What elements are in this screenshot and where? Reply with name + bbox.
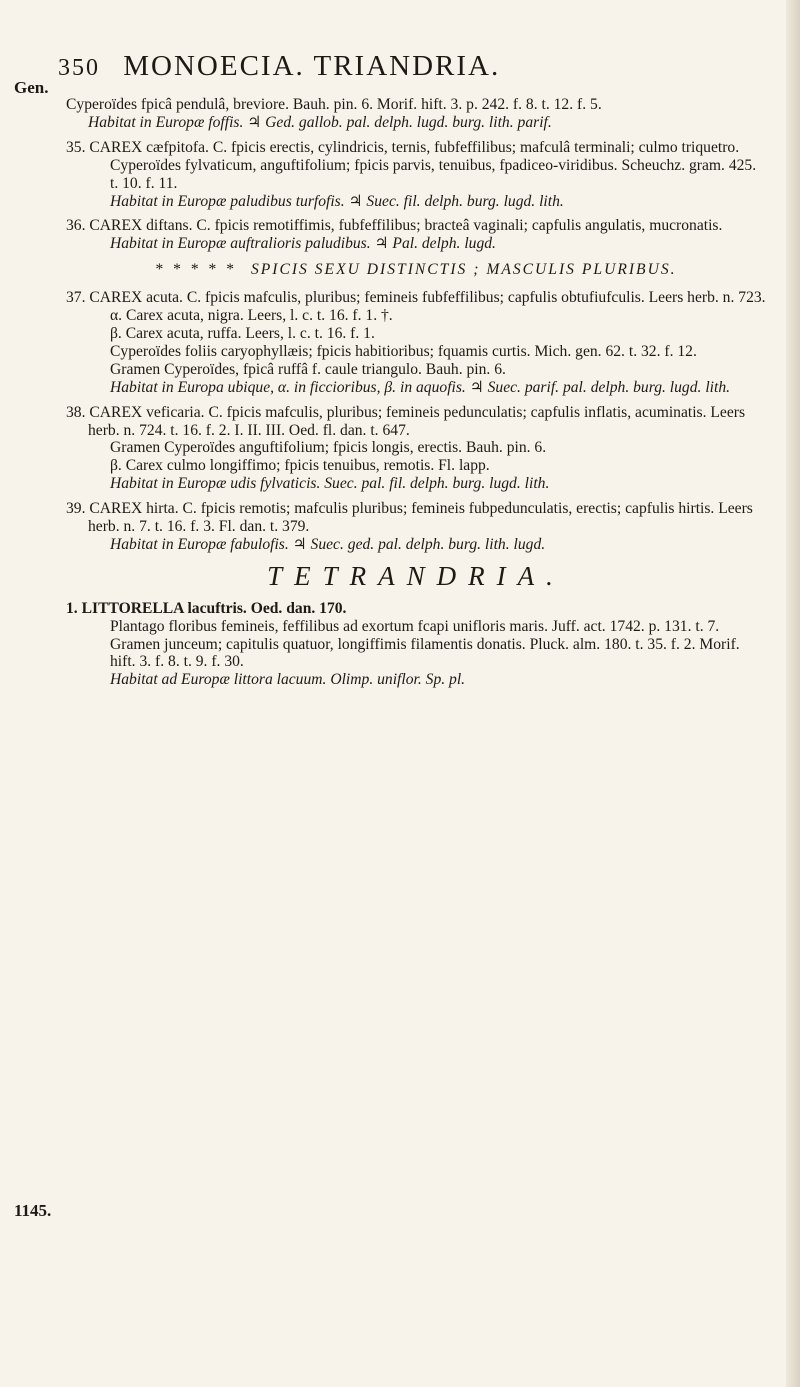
margin-note-genus-number: 1145. [14, 1201, 52, 1220]
entry-line: Cyperoïdes fpicâ pendulâ, breviore. Bauh. pin. 6. Morif. hift. 3. p. 242. f. 8. t. 12. f. 5. [66, 96, 602, 113]
entry-habitat: Habitat in Europæ paludibus turfofis. ♃ Suec. fil. delph. burg. lugd. lith. [110, 192, 564, 210]
entry-habitat: Habitat ad Europæ littora lacuum. Olimp. uniflor. Sp. pl. [110, 671, 466, 689]
section-subtitle [66, 261, 766, 279]
running-header [58, 50, 748, 90]
entry-37 [66, 289, 766, 396]
running-title: MONOECIA. TRIANDRIA. [123, 50, 501, 82]
page-number: 350 [58, 55, 100, 81]
page-content [66, 96, 766, 696]
entry-habitat: Habitat in Europæ auftralioris paludibus. ♃ Pal. delph. lugd. [110, 235, 496, 253]
entry-diagnosis: 35. CAREX cæfpitofa. C. fpicis erectis, cylindricis, ternis, fubfeffilibus; mafculâ terminali; culmo triquetro. [66, 138, 740, 156]
entry-variety: α. Carex acuta, nigra. Leers, l. c. t. 16. f. 1. †. [110, 307, 393, 325]
entry-synonym: Cyperoïdes fylvaticum, anguftifolium; fpicis parvis, tenuibus, fpadiceo-viridibus. Scheuchz. gram. 425. t. 10. f. 11. [110, 156, 757, 192]
entry-habitat: Habitat in Europæ fabulofis. ♃ Suec. ged. pal. delph. burg. lith. lugd. [110, 535, 546, 553]
entry-continuation [66, 96, 766, 132]
section-subtitle-text: SPICIS SEXU DISTINCTIS ; MASCULIS PLURIBUS. [250, 261, 677, 279]
entry-diagnosis: 39. CAREX hirta. C. fpicis remotis; mafculis pluribus; femineis fubpedunculatis, erectis; capfulis hirtis. Leers herb. n. 7. t. 16. f. 3. Fl. dan. t. 379. [66, 500, 753, 536]
section-stars: * * * * * [155, 261, 238, 279]
entry-habitat: Habitat in Europæ udis fylvaticis. Suec. pal. fil. delph. burg. lugd. lith. [110, 475, 550, 493]
entry-habitat: Habitat in Europa ubique, α. in ficcioribus, β. in aquofis. ♃ Suec. parif. pal. delph. burg. lugd. lith. [110, 378, 731, 396]
entry-35 [66, 139, 766, 211]
entry-diagnosis: 37. CAREX acuta. C. fpicis mafculis, pluribus; femineis fubfeffilibus; capfulis obtufiufculis. Leers herb. n. 723. [66, 289, 766, 307]
entry-38 [66, 404, 766, 494]
entry-diagnosis: 38. CAREX veficaria. C. fpicis mafculis, pluribus; femineis pedunculatis; capfulis inflatis, acuminatis. Leers herb. n. 724. t. 16. f. 2. I. II. III. Oed. fl. dan. t. 647. [66, 403, 746, 439]
entry-variety: β. Carex culmo longiffimo; fpicis tenuibus, remotis. Fl. lapp. [110, 457, 490, 475]
entry-synonym: Gramen Cyperoïdes, fpicâ ruffâ f. caule triangulo. Bauh. pin. 6. [110, 360, 506, 378]
entry-synonym: Gramen junceum; capitulis quatuor, longiffimis filamentis donatis. Pluck. alm. 180. t. 35. f. 2. Morif. hift. 3. f. 8. t. 9. f. 30. [110, 635, 740, 671]
margin-note-gen: Gen. [14, 78, 49, 97]
entry-synonym: Cyperoïdes foliis caryophyllæis; fpicis habitioribus; fquamis curtis. Mich. gen. 62. t. 32. f. 12. [110, 342, 697, 360]
class-heading: TETRANDRIA. [267, 560, 565, 591]
entry-variety: β. Carex acuta, ruffa. Leers, l. c. t. 16. f. 1. [110, 324, 375, 342]
entry-diagnosis: 36. CAREX diftans. C. fpicis remotiffimis, fubfeffilibus; bracteâ vaginali; capfulis angulatis, mucronatis. [66, 217, 723, 235]
page-edge [786, 0, 800, 1387]
entry-36 [66, 217, 766, 253]
entry-diagnosis: 1. LITTORELLA lacuftris. Oed. dan. 170. [66, 599, 347, 617]
entry-synonym: Gramen Cyperoïdes anguftifolium; fpicis longis, erectis. Bauh. pin. 6. [110, 439, 547, 457]
entry-littorella [66, 600, 766, 690]
entry-habitat: Habitat in Europæ foffis. ♃ Ged. gallob. pal. delph. lugd. burg. lith. parif. [88, 113, 552, 131]
entry-synonym: Plantago floribus femineis, feffilibus ad exortum fcapi unifloris maris. Juff. act. 1742. p. 131. t. 7. [110, 617, 720, 635]
entry-39 [66, 500, 766, 554]
